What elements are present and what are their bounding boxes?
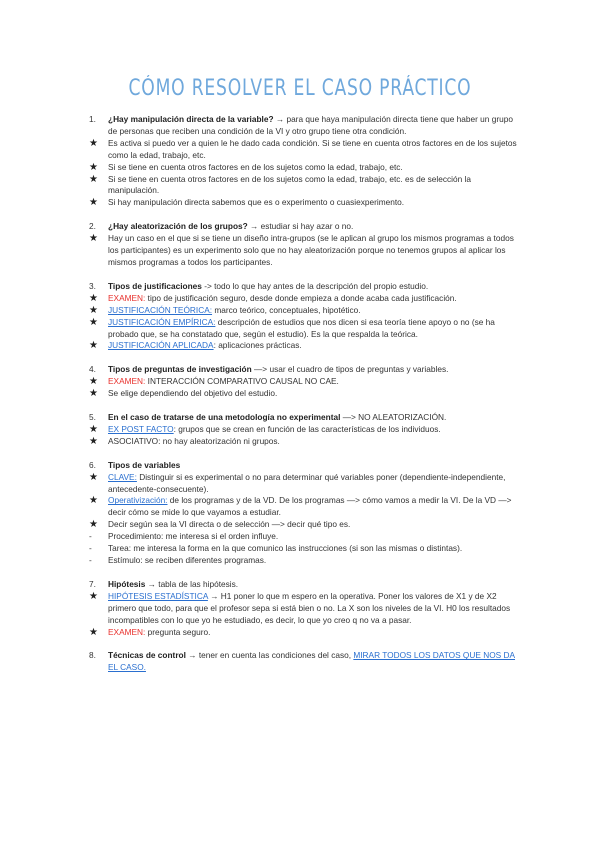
section-heading-text bbox=[108, 579, 521, 591]
list-item-body: Si se tiene en cuenta otros factores en de los sujetos como la edad, trabajo, etc. es de selección la manipulación. bbox=[108, 173, 471, 196]
document-body bbox=[89, 114, 521, 674]
list-item-text bbox=[108, 197, 521, 209]
section-heading-rest: → para que haya manipulación directa tiene que haber un grupo de personas que reciben una condición de la VI y otro grupo tiene otra condición. bbox=[108, 114, 513, 136]
list-item-body: Se elige dependiendo del objetivo del estudio. bbox=[108, 388, 278, 399]
list-item-body: Tarea: me interesa la forma en la que comunico las instrucciones (si son las mismas o distintas). bbox=[108, 543, 463, 554]
list-item-body: Hay un caso en el que si se tiene un diseño intra-grupos (se le aplican al grupo los mismos programas a todos los participantes) es un experimento solo que no hay aleatorización porque no tenemos grupos al aplicar los mismos programas a todos los participantes. bbox=[108, 233, 514, 267]
section-number: 4. bbox=[89, 364, 96, 375]
list-item-text bbox=[108, 293, 521, 305]
list-item-text bbox=[108, 627, 521, 639]
list-item-text bbox=[108, 519, 521, 531]
list-item bbox=[89, 388, 521, 400]
star-bullet-icon: ★ bbox=[89, 471, 98, 483]
link-label[interactable]: JUSTIFICACIÓN APLICADA bbox=[108, 340, 214, 351]
list-item-text bbox=[108, 340, 521, 352]
section-number: 8. bbox=[89, 650, 96, 661]
section-spacer bbox=[89, 567, 521, 579]
section-number: 2. bbox=[89, 221, 96, 232]
list-item bbox=[89, 519, 521, 531]
list-item bbox=[89, 293, 521, 305]
section-number: 1. bbox=[89, 114, 96, 124]
section-heading-text bbox=[108, 460, 521, 472]
list-item-text bbox=[108, 495, 521, 519]
section-heading bbox=[89, 579, 521, 591]
star-bullet-icon: ★ bbox=[89, 173, 98, 185]
list-item-body: de los programas y de la VD. De los programas —> cómo vamos a medir la VI. De la VD —> decir cómo se mide lo que vayamos a estudiar. bbox=[108, 495, 512, 518]
list-item bbox=[89, 305, 521, 317]
exam-label: EXAMEN: bbox=[108, 376, 146, 387]
list-item-body: : grupos que se crean en función de las características de los individuos. bbox=[173, 423, 441, 434]
list-item bbox=[89, 495, 521, 519]
section-heading-link[interactable]: MIRAR TODOS LOS DATOS QUE NOS DA EL CASO. bbox=[108, 650, 516, 673]
list-item bbox=[89, 174, 521, 198]
exam-label: EXAMEN: bbox=[108, 626, 146, 637]
list-item bbox=[89, 424, 521, 436]
star-bullet-icon: ★ bbox=[89, 304, 98, 316]
star-bullet-icon: ★ bbox=[89, 590, 98, 602]
list-item-text bbox=[108, 543, 521, 555]
list-item-body: Es activa si puedo ver a quien le he dado cada condición. Si se tiene en cuenta otros factores en de los sujetos como la edad, trabajo, etc. bbox=[108, 137, 517, 160]
list-item-body: Procedimiento: me interesa si el orden influye. bbox=[108, 531, 279, 542]
list-item-body: : aplicaciones prácticas. bbox=[213, 340, 302, 351]
list-item bbox=[89, 555, 521, 567]
section-spacer bbox=[89, 400, 521, 412]
section-heading-text bbox=[108, 221, 521, 233]
section-spacer bbox=[89, 269, 521, 281]
list-item-text bbox=[108, 555, 521, 567]
section-heading bbox=[89, 364, 521, 376]
star-bullet-icon: ★ bbox=[89, 495, 98, 507]
link-label[interactable]: JUSTIFICACIÓN TEÓRICA: bbox=[108, 304, 213, 315]
section-heading-rest: —> NO ALEATORIZACIÓN. bbox=[340, 412, 447, 423]
star-bullet-icon: ★ bbox=[89, 197, 98, 209]
list-item-text bbox=[108, 162, 521, 174]
section-number: 5. bbox=[89, 412, 96, 423]
list-item bbox=[89, 531, 521, 543]
section-heading-text bbox=[108, 650, 521, 674]
star-bullet-icon: ★ bbox=[89, 423, 98, 435]
section-heading-bold: Tipos de variables bbox=[108, 459, 181, 470]
section-heading-rest: → estudiar si hay azar o no. bbox=[247, 221, 354, 232]
list-item-text bbox=[108, 388, 521, 400]
list-item bbox=[89, 233, 521, 269]
section-heading-bold: ¿Hay manipulación directa de la variable? bbox=[108, 114, 274, 124]
list-item-text bbox=[108, 436, 521, 448]
list-item-text bbox=[108, 531, 521, 543]
section-heading bbox=[89, 460, 521, 472]
star-bullet-icon: ★ bbox=[89, 376, 98, 388]
list-item-body: Si se tiene en cuenta otros factores en de los sujetos como la edad, trabajo, etc. bbox=[108, 161, 403, 172]
list-item-body: Distinguir si es experimental o no para determinar qué variables poner (dependiente-independiente, antecedente-consecuente). bbox=[108, 471, 506, 494]
section-heading-bold: Tipos de justificaciones bbox=[108, 280, 202, 291]
star-bullet-icon: ★ bbox=[89, 340, 98, 352]
star-bullet-icon: ★ bbox=[89, 519, 98, 531]
section-4 bbox=[89, 364, 521, 400]
list-item bbox=[89, 627, 521, 639]
section-1 bbox=[89, 114, 521, 209]
list-item-text bbox=[108, 233, 521, 269]
section-8 bbox=[89, 650, 521, 674]
section-heading bbox=[89, 221, 521, 233]
list-item-text bbox=[108, 305, 521, 317]
link-label[interactable]: JUSTIFICACIÓN EMPÍRICA: bbox=[108, 316, 216, 327]
section-heading-bold: Técnicas de control bbox=[108, 650, 186, 661]
list-item bbox=[89, 543, 521, 555]
list-item bbox=[89, 376, 521, 388]
star-bullet-icon: ★ bbox=[89, 626, 98, 638]
section-5 bbox=[89, 412, 521, 448]
list-item-body: Estímulo: se reciben diferentes programas. bbox=[108, 555, 267, 565]
list-item-body: marco teórico, conceptuales, hipotético. bbox=[212, 304, 361, 315]
star-bullet-icon: ★ bbox=[89, 316, 98, 328]
star-bullet-icon: ★ bbox=[89, 233, 98, 245]
section-heading-bold: Hipótesis bbox=[108, 578, 146, 589]
star-bullet-icon: ★ bbox=[89, 161, 98, 173]
section-heading bbox=[89, 281, 521, 293]
link-label[interactable]: EX POST FACTO bbox=[108, 423, 174, 434]
star-bullet-icon: ★ bbox=[89, 388, 98, 400]
list-item bbox=[89, 317, 521, 341]
list-item-body: INTERACCIÓN COMPARATIVO CAUSAL NO CAE. bbox=[145, 376, 339, 387]
list-item bbox=[89, 197, 521, 209]
section-3 bbox=[89, 281, 521, 352]
list-item-text bbox=[108, 138, 521, 162]
section-spacer bbox=[89, 352, 521, 364]
section-2 bbox=[89, 221, 521, 269]
list-item-body: pregunta seguro. bbox=[145, 626, 211, 637]
exam-label: EXAMEN: bbox=[108, 292, 146, 303]
section-spacer bbox=[89, 448, 521, 460]
list-item bbox=[89, 138, 521, 162]
star-bullet-icon: ★ bbox=[89, 435, 98, 447]
section-heading-text bbox=[108, 364, 521, 376]
list-item-body: tipo de justificación seguro, desde donde empieza a donde acaba cada justificación. bbox=[145, 292, 457, 303]
list-item-text bbox=[108, 174, 521, 198]
section-number: 6. bbox=[89, 459, 96, 470]
section-heading-bold: ¿Hay aleatorización de los grupos? bbox=[108, 221, 248, 232]
section-heading-rest: → tabla de las hipótesis. bbox=[145, 578, 239, 589]
section-heading-bold: Tipos de preguntas de investigación bbox=[108, 364, 252, 375]
list-item-text bbox=[108, 591, 521, 627]
section-heading bbox=[89, 114, 521, 138]
list-item-body: descripción de estudios que nos dicen si esa teoría tiene apoyo o no (se ha probado que, se ha constatado que, según el estudio). Es la que respalda la teórica. bbox=[108, 316, 495, 339]
section-spacer bbox=[89, 638, 521, 650]
section-6 bbox=[89, 460, 521, 567]
section-heading-rest: —> usar el cuadro de tipos de preguntas y variables. bbox=[251, 364, 449, 375]
star-bullet-icon: ★ bbox=[89, 137, 98, 149]
section-heading-text bbox=[108, 114, 521, 138]
dash-bullet: - bbox=[89, 543, 92, 554]
list-item bbox=[89, 436, 521, 448]
section-number: 3. bbox=[89, 280, 96, 291]
star-bullet-icon: ★ bbox=[89, 292, 98, 304]
section-heading-bold: En el caso de tratarse de una metodología no experimental bbox=[108, 412, 341, 423]
page-title: CÓMO RESOLVER EL CASO PRÁCTICO bbox=[128, 76, 472, 101]
list-item bbox=[89, 472, 521, 496]
list-item-text bbox=[108, 424, 521, 436]
section-heading bbox=[89, 412, 521, 424]
list-item-text bbox=[108, 317, 521, 341]
list-item-body: Si hay manipulación directa sabemos que es o experimento o cuasiexperimento. bbox=[108, 197, 405, 208]
section-heading-rest: -> todo lo que hay antes de la descripción del propio estudio. bbox=[201, 280, 429, 291]
dash-bullet: - bbox=[89, 555, 92, 565]
dash-bullet: - bbox=[89, 531, 92, 542]
list-item bbox=[89, 162, 521, 174]
list-item-text bbox=[108, 472, 521, 496]
list-item-text bbox=[108, 376, 521, 388]
list-item-body: → H1 poner lo que m espero en la operativa. Poner los valores de X1 y de X2 primero que todo, para que el profesor sepa si está bien o no. La X son los niveles de la VI. H0 los resultados incompatibles con lo que yo he estudiado, es decir, lo que yo creo q no va a pasar. bbox=[108, 590, 511, 625]
list-item-body: ASOCIATIVO: no hay aleatorización ni grupos. bbox=[108, 435, 280, 446]
section-spacer bbox=[89, 209, 521, 221]
link-label[interactable]: CLAVE: bbox=[108, 471, 137, 482]
section-heading-text bbox=[108, 412, 521, 424]
section-7 bbox=[89, 579, 521, 639]
list-item-body: Decir según sea la VI directa o de selección —> decir qué tipo es. bbox=[108, 519, 351, 530]
link-label[interactable]: Operativización: bbox=[108, 495, 168, 506]
section-heading-rest: → tener en cuenta las condiciones del caso, bbox=[185, 650, 354, 661]
list-item bbox=[89, 591, 521, 627]
section-heading bbox=[89, 650, 521, 674]
section-number: 7. bbox=[89, 578, 96, 589]
list-item bbox=[89, 340, 521, 352]
section-heading-text bbox=[108, 281, 521, 293]
link-label[interactable]: HIPÓTESIS ESTADÍSTICA bbox=[108, 590, 208, 601]
